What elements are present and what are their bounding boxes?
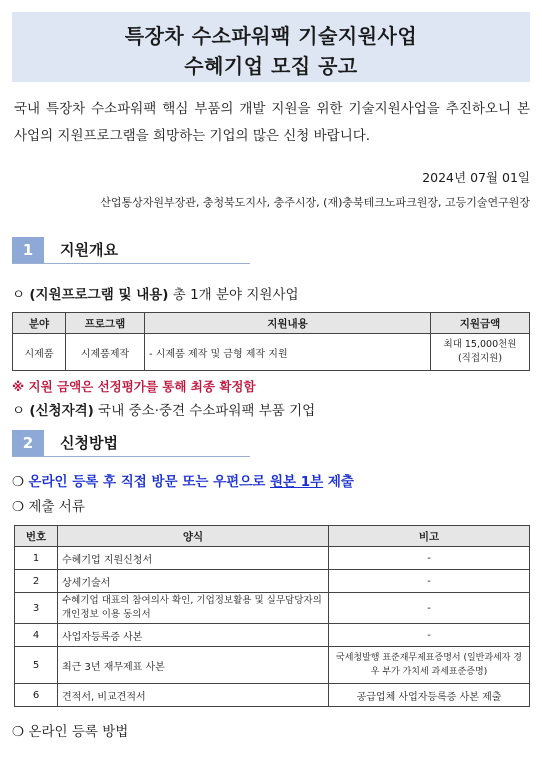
amount-value: 최대 15,000천원	[443, 339, 517, 350]
doc-note: -	[329, 593, 530, 624]
qualification-line	[12, 399, 315, 419]
support-header-field: 분야	[13, 313, 66, 334]
apply-method-line	[12, 470, 354, 490]
table-row	[15, 647, 530, 684]
doc-number: 6	[15, 684, 58, 707]
doc-note: -	[329, 570, 530, 593]
doc-note: 공급업체 사업자등록증 사본 제출	[329, 684, 530, 707]
doc-form: 사업자등록증 사본	[58, 624, 329, 647]
docs-line	[12, 495, 85, 515]
support-header-amount: 지원금액	[431, 313, 530, 334]
doc-form: 상세기술서	[58, 570, 329, 593]
support-cell-amount	[431, 334, 530, 371]
doc-number: 5	[15, 647, 58, 684]
doc-number: 3	[15, 593, 58, 624]
qualification-bullet: ㅇ	[12, 403, 26, 419]
qualification-text: 국내 중소·중견 수소파워팩 부품 기업	[93, 403, 316, 419]
program-text: 총 1개 분야 지원사업	[168, 287, 299, 303]
support-cell-content: - 시제품 제작 및 금형 제작 지원	[145, 334, 431, 371]
apply-bullet: ❍	[12, 474, 25, 490]
documents-table	[14, 525, 530, 707]
section-2-number: 2	[12, 430, 44, 456]
online-registration-line	[12, 720, 128, 740]
doc-note: -	[329, 624, 530, 647]
title-banner	[12, 12, 530, 82]
section-1-header	[12, 237, 250, 264]
program-bullet: ㅇ	[12, 287, 26, 303]
qualification-label: (신청자격)	[29, 403, 94, 419]
docs-header-number: 번호	[15, 526, 58, 547]
docs-header-form: 양식	[58, 526, 329, 547]
docs-label: 제출 서류	[28, 499, 85, 515]
intro-paragraph: 국내 특장차 수소파워팩 핵심 부품의 개발 지원을 위한 기술지원사업을 추진하오니 본 사업의 지원프로그램을 희망하는 기업의 많은 신청 바랍니다.	[14, 101, 530, 144]
online-label: 온라인 등록 방법	[28, 724, 129, 740]
support-cell-program: 시제품제작	[66, 334, 145, 371]
apply-text-b: 제출	[323, 474, 354, 490]
announcement-date: 2024년 07월 01일	[422, 170, 530, 185]
docs-header-note: 비고	[329, 526, 530, 547]
docs-bullet: ❍	[12, 499, 25, 515]
doc-number: 2	[15, 570, 58, 593]
support-header-program: 프로그램	[66, 313, 145, 334]
organizers: 산업통상자원부장관, 충청북도지사, 충주시장, (재)충북테크노파크원장, 고등기술연구원장	[100, 196, 530, 209]
page-title: 특장차 수소파워팩 기술지원사업	[124, 24, 418, 48]
doc-number: 4	[15, 624, 58, 647]
page-subtitle: 수혜기업 모집 공고	[184, 54, 358, 78]
support-cell-field: 시제품	[13, 334, 66, 371]
doc-note: 국세청발행 표준재무제표증명서 (일반과세자 경우 부가 가치세 과세표준증명)	[329, 647, 530, 684]
program-line	[12, 283, 299, 303]
table-row	[15, 684, 530, 707]
table-row	[15, 547, 530, 570]
support-header-content: 지원내용	[145, 313, 431, 334]
doc-number: 1	[15, 547, 58, 570]
table-row	[15, 593, 530, 624]
online-bullet: ❍	[12, 724, 25, 740]
amount-note: ※ 지원 금액은 선정평가를 통해 최종 확정함	[12, 379, 256, 394]
doc-form: 수혜기업 대표의 참여의사 확인, 기업정보활용 및 실무담당자의 개인정보 이용 동의서	[58, 593, 329, 624]
section-2-header	[12, 430, 250, 457]
apply-text-a: 온라인 등록 후 직접 방문 또는 우편으로	[28, 474, 270, 490]
doc-form: 수혜기업 지원신청서	[58, 547, 329, 570]
table-row	[15, 570, 530, 593]
table-row	[15, 624, 530, 647]
section-1-number: 1	[12, 237, 44, 263]
amount-type: (직접지원)	[457, 353, 503, 364]
table-row	[13, 334, 530, 371]
doc-note: -	[329, 547, 530, 570]
doc-form: 견적서, 비교견적서	[58, 684, 329, 707]
doc-form: 최근 3년 재무제표 사본	[58, 647, 329, 684]
section-2-title: 신청방법	[60, 434, 118, 452]
program-label: (지원프로그램 및 내용)	[29, 287, 169, 303]
apply-text-underlined: 원본 1부	[269, 474, 324, 490]
section-1-title: 지원개요	[60, 241, 118, 259]
support-table	[12, 312, 530, 371]
